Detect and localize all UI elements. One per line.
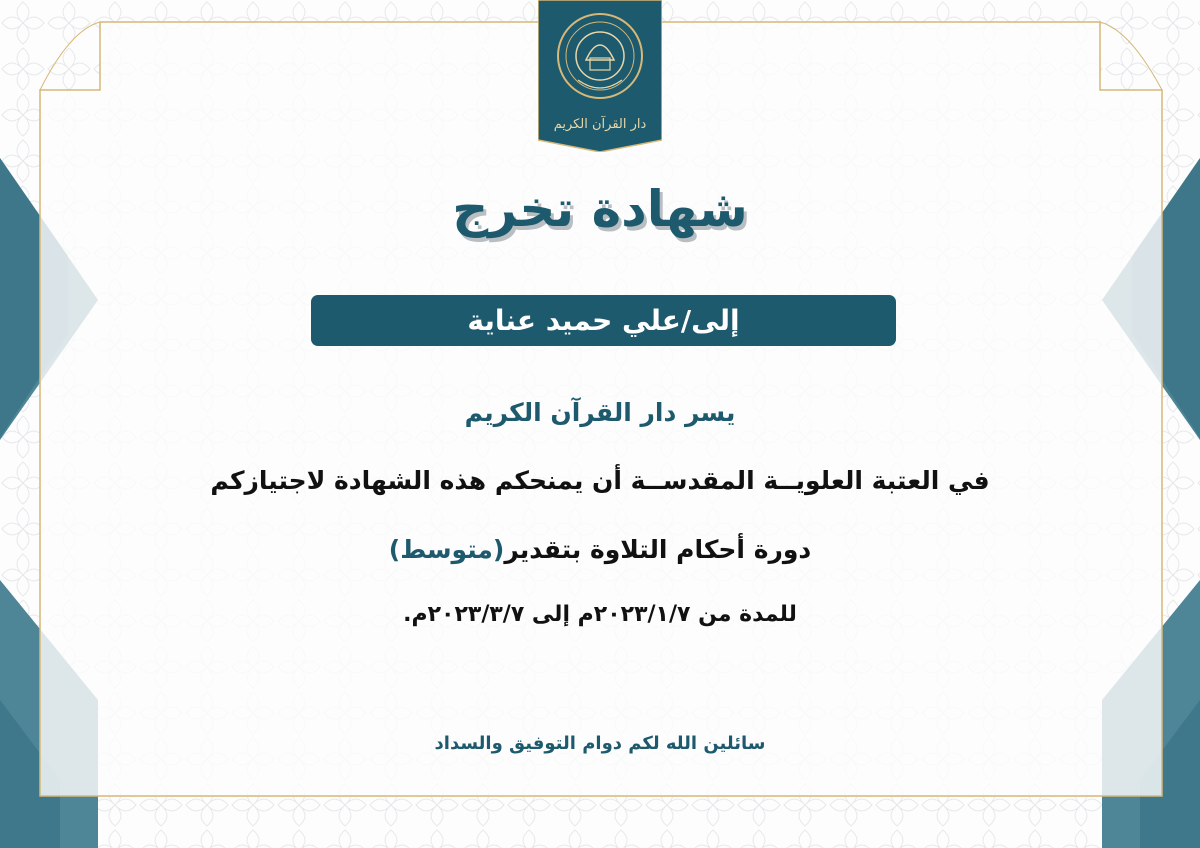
recipient-banner xyxy=(311,295,896,346)
grant-line: في العتبة العلويــة المقدســة أن يمنحكم هذه الشهادة لاجتيازكم xyxy=(210,466,990,495)
recipient-name: إلى/علي حميد عناية xyxy=(467,304,740,337)
period-line: للمدة من ٢٠٢٣/١/٧م إلى ٢٠٢٣/٣/٧م. xyxy=(403,602,797,627)
emblem-label: دار القرآن الكريم xyxy=(553,117,647,132)
emblem-logo xyxy=(538,0,662,152)
certificate-title: شهادة تخرج xyxy=(452,180,748,238)
grade-text: (متوسط) xyxy=(388,535,505,564)
course-text: دورة أحكام التلاوة بتقدير xyxy=(504,535,812,564)
issuer-line: يسر دار القرآن الكريم xyxy=(464,398,736,427)
course-line xyxy=(0,535,1200,564)
closing-line: سائلين الله لكم دوام التوفيق والسداد xyxy=(434,733,766,754)
